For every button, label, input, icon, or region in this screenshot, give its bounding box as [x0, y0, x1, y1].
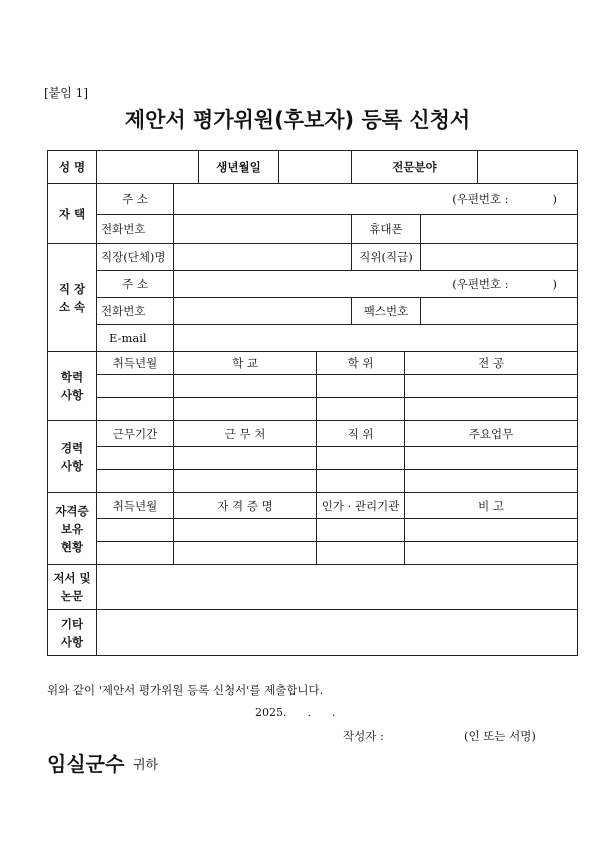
cert-cell[interactable]: [405, 519, 578, 542]
education-header: [48, 352, 97, 421]
career-header-line2: 사항: [60, 458, 84, 473]
cert-col-name: 자 격 증 명: [174, 493, 317, 519]
addressee: 임실군수: [47, 752, 125, 776]
work-header-line1: 직 장: [58, 281, 86, 296]
home-phone-label: 전화번호: [97, 215, 174, 244]
page-title: 제안서 평가위원(후보자) 등록 신청서: [124, 108, 471, 132]
career-col-workplace: 근 무 처: [174, 421, 317, 447]
edu-cell[interactable]: [405, 375, 578, 398]
birth-label: 생년월일: [199, 151, 279, 184]
career-cell[interactable]: [317, 470, 405, 493]
home-header: 자 택: [48, 184, 97, 244]
cert-header-line1: 자격증: [55, 503, 89, 518]
writer-label: 작성자 :: [343, 729, 384, 743]
cert-cell[interactable]: [405, 542, 578, 565]
edu-cell[interactable]: [174, 375, 317, 398]
sign-label: (인 또는 서명): [464, 729, 536, 743]
home-mobile-field[interactable]: [421, 215, 578, 244]
position-label: 직위(직급): [352, 244, 421, 271]
cert-cell[interactable]: [97, 519, 174, 542]
other-header: [48, 610, 97, 656]
submit-statement: 위와 같이 '제안서 평가위원 등록 신청서'를 제출합니다.: [47, 683, 324, 697]
home-address-label: 주 소: [97, 184, 174, 215]
work-postal-text: (우편번호 : ): [452, 277, 558, 291]
edu-cell[interactable]: [97, 375, 174, 398]
career-col-duties: 주요업무: [405, 421, 578, 447]
fax-label: 팩스번호: [352, 298, 421, 325]
cert-cell[interactable]: [317, 542, 405, 565]
work-header-line2: 소 속: [58, 299, 86, 314]
cert-col-date: 취득년월: [97, 493, 174, 519]
home-postal-text: (우편번호 : ): [452, 192, 558, 206]
other-header-line2: 사항: [60, 634, 84, 649]
education-header-line1: 학력: [60, 370, 84, 384]
publications-field[interactable]: [97, 565, 578, 610]
honorific: 귀하: [133, 758, 159, 773]
career-cell[interactable]: [317, 447, 405, 470]
edu-col-degree: 학 위: [317, 352, 405, 375]
cert-col-remarks: 비 고: [405, 493, 578, 519]
edu-col-date: 취득년월: [97, 352, 174, 375]
career-col-position: 직 위: [317, 421, 405, 447]
work-phone-label: 전화번호: [97, 298, 174, 325]
cert-cell[interactable]: [174, 542, 317, 565]
birth-field[interactable]: [279, 151, 352, 184]
career-header: [48, 421, 97, 493]
cert-col-authority: 인가 · 관리기관: [317, 493, 405, 519]
attachment-label: [붙임 1]: [44, 86, 88, 100]
work-header: [48, 244, 97, 352]
edu-cell[interactable]: [174, 398, 317, 421]
career-cell[interactable]: [174, 470, 317, 493]
home-phone-field[interactable]: [174, 215, 352, 244]
other-field[interactable]: [97, 610, 578, 656]
work-address-label: 주 소: [97, 271, 174, 298]
other-header-line1: 기타: [60, 616, 84, 631]
pub-header-line1: 저서 및: [53, 571, 91, 585]
edu-cell[interactable]: [405, 398, 578, 421]
education-header-line2: 사항: [60, 388, 84, 402]
field-field[interactable]: [478, 151, 578, 184]
edu-col-major: 전 공: [405, 352, 578, 375]
pub-header-line2: 논문: [60, 589, 84, 603]
career-col-period: 근무기간: [97, 421, 174, 447]
position-field[interactable]: [421, 244, 578, 271]
career-header-line1: 경력: [60, 440, 84, 455]
edu-cell[interactable]: [317, 375, 405, 398]
cert-cell[interactable]: [317, 519, 405, 542]
email-field[interactable]: [174, 325, 578, 352]
career-cell[interactable]: [97, 470, 174, 493]
cert-cell[interactable]: [97, 542, 174, 565]
field-label: 전문분야: [352, 151, 478, 184]
name-label: 성 명: [48, 151, 97, 184]
email-label: E-mail: [97, 325, 174, 352]
edu-cell[interactable]: [97, 398, 174, 421]
work-address-field[interactable]: [174, 271, 578, 298]
career-cell[interactable]: [97, 447, 174, 470]
registration-form-table: [47, 150, 578, 656]
workplace-field[interactable]: [174, 244, 352, 271]
career-cell[interactable]: [174, 447, 317, 470]
career-cell[interactable]: [405, 470, 578, 493]
cert-header-line2: 보유: [60, 521, 84, 536]
certificates-header: [48, 493, 97, 565]
edu-cell[interactable]: [317, 398, 405, 421]
work-phone-field[interactable]: [174, 298, 352, 325]
career-cell[interactable]: [405, 447, 578, 470]
publications-header: [48, 565, 97, 610]
workplace-label: 직장(단체)명: [97, 244, 174, 271]
home-mobile-label: 휴대폰: [352, 215, 421, 244]
cert-header-line3: 현황: [60, 539, 84, 554]
fax-field[interactable]: [421, 298, 578, 325]
cert-cell[interactable]: [174, 519, 317, 542]
name-field[interactable]: [97, 151, 199, 184]
edu-col-school: 학 교: [174, 352, 317, 375]
home-address-field[interactable]: [174, 184, 578, 215]
date-line: 2025. . .: [255, 706, 336, 719]
